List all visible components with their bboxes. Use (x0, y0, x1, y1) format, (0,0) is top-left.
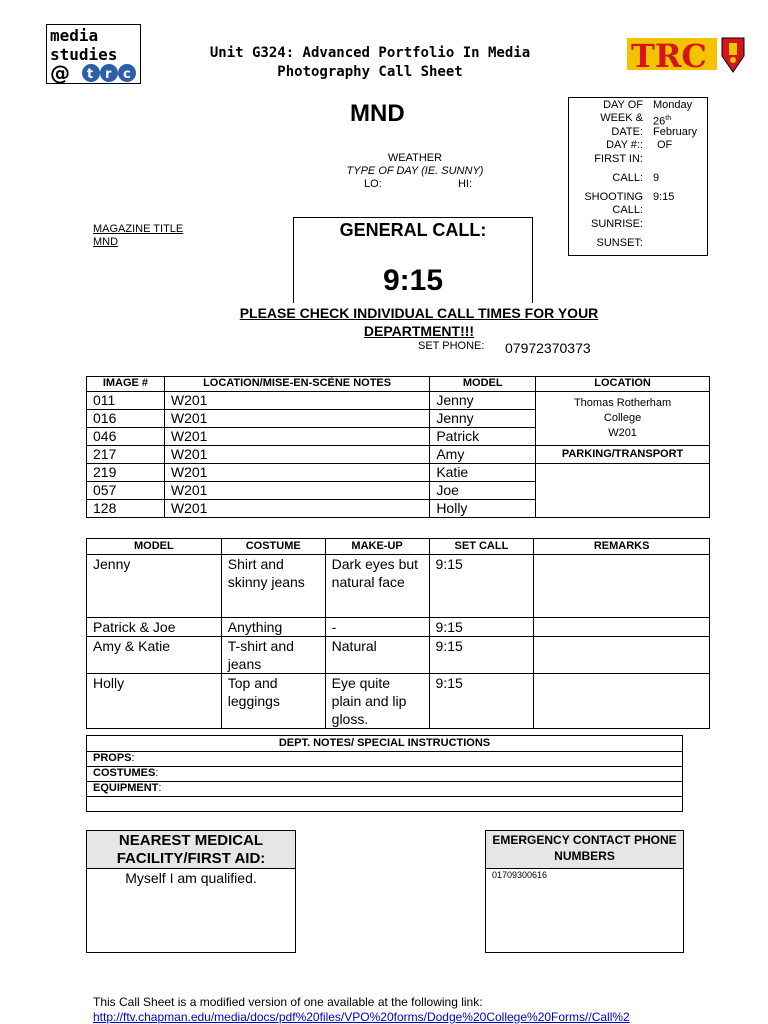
title-line-1: Unit G324: Advanced Portfolio In Media (209, 45, 531, 61)
trc-logo-text: TRC (631, 37, 707, 74)
set-phone-label: SET PHONE: (418, 340, 485, 352)
column-header: LOCATION/MISE-EN-SCÈNE NOTES (164, 377, 429, 392)
page-title (160, 44, 580, 82)
column-header: MODEL (87, 539, 222, 555)
hi-label: HI: (457, 178, 472, 190)
remarks-cell (534, 555, 710, 618)
set-call-cell: 9:15 (429, 637, 534, 674)
weather-label: WEATHER (387, 152, 443, 164)
model-name: Jenny (430, 410, 536, 428)
parking-transport-label: PARKING/TRANSPORT (536, 446, 710, 464)
costume-cell: Anything (221, 618, 325, 637)
model-name: Jenny (430, 392, 536, 410)
props-label: PROPS (93, 752, 132, 764)
first-in-label: FIRST IN: (594, 153, 643, 165)
dept-notes-header: DEPT. NOTES/ SPECIAL INSTRUCTIONS (87, 736, 683, 752)
equipment-row: EQUIPMENT: (87, 782, 683, 797)
image-number: 046 (87, 428, 165, 446)
column-header: LOCATION (536, 377, 710, 392)
column-header: COSTUME (221, 539, 325, 555)
set-phone-value: 07972370373 (505, 340, 591, 356)
footer (93, 995, 630, 1024)
model-name: Amy (430, 446, 536, 464)
day-info-box (568, 97, 708, 256)
image-number: 011 (87, 392, 165, 410)
blank-row (87, 797, 683, 812)
date-day: 26 (653, 115, 666, 128)
emergency-title: EMERGENCY CONTACT PHONE NUMBERS (486, 831, 683, 869)
table-row (87, 446, 710, 464)
makeup-cell: Natural (325, 637, 429, 674)
logo-line-2: studies (50, 45, 118, 64)
model-name: Katie (430, 464, 536, 482)
model-cell: Holly (87, 674, 222, 729)
lo-label: LO: (364, 178, 382, 190)
day-value: Monday (653, 99, 693, 111)
image-number: 217 (87, 446, 165, 464)
day-number-label: DAY #:: (606, 139, 643, 151)
emergency-phone: 01709300616 (492, 870, 548, 880)
day-number-value: OF (657, 139, 673, 151)
general-call-label: GENERAL CALL: (339, 220, 487, 240)
location-line: W201 (608, 427, 637, 439)
remarks-cell (534, 618, 710, 637)
location-notes: W201 (164, 446, 429, 464)
production-name: MND (350, 100, 405, 127)
model-name: Joe (430, 482, 536, 500)
column-header: IMAGE # (87, 377, 165, 392)
parking-transport-value (536, 464, 710, 518)
model-cell: Patrick & Joe (87, 618, 222, 637)
day-of-week-label: DAY OF WEEK & (600, 99, 643, 124)
location-notes: W201 (164, 410, 429, 428)
table-row (87, 637, 710, 674)
set-call-cell: 9:15 (429, 674, 534, 729)
medical-value: Myself I am qualified. (125, 870, 257, 886)
sunset-label: SUNSET: (596, 237, 643, 249)
image-number: 219 (87, 464, 165, 482)
image-number: 128 (87, 500, 165, 518)
emergency-box (485, 830, 684, 953)
location-notes: W201 (164, 392, 429, 410)
location-notes: W201 (164, 428, 429, 446)
table-row (87, 782, 683, 797)
magazine-title-label: MAGAZINE TITLE (93, 223, 184, 235)
title-line-2: Photography Call Sheet (277, 64, 463, 80)
call-label: CALL: (612, 172, 643, 184)
table-row (87, 555, 710, 618)
image-number: 016 (87, 410, 165, 428)
location-notes: W201 (164, 500, 429, 518)
table-header-row (87, 539, 710, 555)
date-label: DATE: (611, 126, 643, 138)
general-call-time: 9:15 (382, 264, 444, 297)
trc-logo (627, 34, 745, 74)
makeup-cell: Eye quite plain and lip gloss. (325, 674, 429, 729)
costumes-label: COSTUMES (93, 767, 156, 779)
table-row (87, 674, 710, 729)
column-header: SET CALL (429, 539, 534, 555)
model-cell: Amy & Katie (87, 637, 222, 674)
call-times-notice: PLEASE CHECK INDIVIDUAL CALL TIMES FOR YOUR DEPARTMENT!!! (239, 305, 599, 339)
source-link[interactable]: http://ftv.chapman.edu/media/docs/pdf%20files/VPO%20forms/Dodge%20College%20Forms//Call%2 (93, 1010, 630, 1024)
makeup-cell: Dark eyes but natural face (325, 555, 429, 618)
svg-text:@: @ (50, 61, 70, 84)
column-header: REMARKS (534, 539, 710, 555)
model-name: Patrick (430, 428, 536, 446)
location-notes: W201 (164, 464, 429, 482)
media-studies-logo (46, 24, 141, 84)
logo-line-1: media (50, 26, 99, 45)
sunrise-label: SUNRISE: (591, 218, 643, 230)
dept-notes-table (86, 735, 683, 812)
costume-cell: Top and leggings (221, 674, 325, 729)
table-row (87, 767, 683, 782)
set-call-cell: 9:15 (429, 555, 534, 618)
table-row (87, 797, 683, 812)
model-costume-table (86, 538, 710, 729)
column-header: MAKE-UP (325, 539, 429, 555)
remarks-cell (534, 637, 710, 674)
shooting-call-value: 9:15 (653, 191, 675, 203)
magazine-title-value: MND (93, 236, 119, 248)
type-of-day-label: TYPE OF DAY (IE. SUNNY) (346, 165, 484, 177)
model-cell: Jenny (87, 555, 222, 618)
costume-cell: Shirt and skinny jeans (221, 555, 325, 618)
date-month: February (653, 126, 698, 138)
table-row (87, 392, 710, 410)
svg-text:t: t (87, 67, 94, 82)
shooting-call-label: SHOOTING CALL: (584, 191, 643, 216)
location-info (536, 392, 710, 446)
equipment-label: EQUIPMENT (93, 782, 159, 794)
weather-block (330, 152, 500, 191)
call-value: 9 (653, 172, 660, 184)
set-call-cell: 9:15 (429, 618, 534, 637)
medical-box (86, 830, 296, 953)
table-row (87, 464, 710, 482)
remarks-cell (534, 674, 710, 729)
table-row (87, 752, 683, 767)
table-row (87, 618, 710, 637)
column-header: MODEL (430, 377, 536, 392)
model-name: Holly (430, 500, 536, 518)
svg-text:c: c (123, 67, 131, 82)
svg-text:r: r (105, 67, 112, 82)
location-line: College (603, 412, 642, 424)
location-notes: W201 (164, 482, 429, 500)
table-header-row (87, 377, 710, 392)
magazine-title (93, 223, 183, 249)
image-number: 057 (87, 482, 165, 500)
medical-title: NEAREST MEDICAL FACILITY/FIRST AID: (87, 831, 295, 869)
costume-cell: T-shirt and jeans (221, 637, 325, 674)
crest-icon (722, 38, 744, 72)
props-row: PROPS: (87, 752, 683, 767)
image-location-table (86, 376, 710, 518)
location-line: Thomas Rotherham (573, 397, 672, 409)
costumes-row: COSTUMES: (87, 767, 683, 782)
date-suffix: th (665, 115, 672, 122)
footer-text: This Call Sheet is a modified version of one available at the following link: (93, 995, 483, 1009)
makeup-cell: - (325, 618, 429, 637)
